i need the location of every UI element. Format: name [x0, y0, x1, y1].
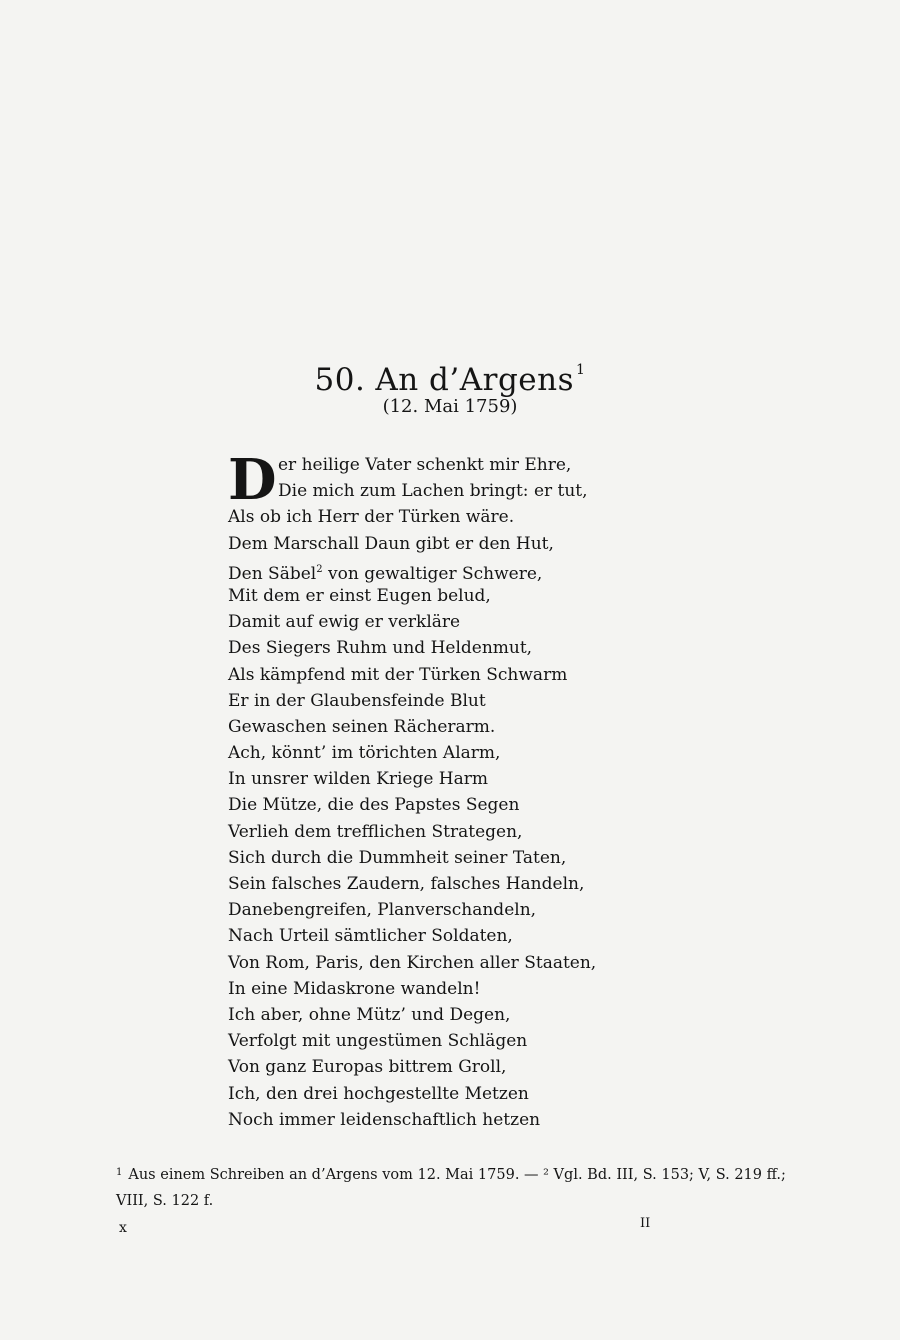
- poem-title-text: An d’Argens: [375, 362, 575, 398]
- signature-mark-left: x: [119, 1220, 127, 1236]
- poem-line: Sein falsches Zaudern, falsches Handeln,: [228, 874, 585, 894]
- poem-line: Von Rom, Paris, den Kirchen aller Staaten,: [228, 952, 597, 973]
- poem-line: Damit auf ewig er verkläre: [228, 612, 461, 633]
- poem-line: Sich durch die Dummheit seiner Taten,: [228, 847, 567, 868]
- signature-mark-right: II: [640, 1216, 651, 1231]
- poem-line: In eine Midaskrone wandeln!: [228, 978, 481, 999]
- poem-line: Noch immer leidenschaftlich hetzen: [228, 1109, 541, 1130]
- poem-line: Die mich zum Lachen bringt: er tut,: [278, 481, 588, 502]
- poem-title: [0, 352, 900, 398]
- footnote-ref-2: 2: [316, 563, 323, 575]
- drop-cap: D: [228, 447, 277, 513]
- poem-line: Danebengreifen, Planverschandeln,: [228, 900, 537, 921]
- poem-line: [228, 557, 648, 583]
- poem-line-rest: von gewaltiger Schwere,: [322, 563, 543, 584]
- poem-line: Mit dem er einst Eugen belud,: [228, 585, 491, 606]
- poem-date: (12. Mai 1759): [382, 396, 518, 417]
- poem-line: Ach, könnt’ im törichten Alarm,: [228, 743, 501, 764]
- poem-line: Verfolgt mit ungestümen Schlägen: [228, 1031, 528, 1052]
- poem-line: Als kämpfend mit der Türken Schwarm: [228, 664, 568, 685]
- footnote: [116, 1160, 796, 1214]
- poem-line: Ich aber, ohne Mütz’ und Degen,: [228, 1004, 511, 1025]
- poem-line: Nach Urteil sämtlicher Soldaten,: [228, 926, 513, 947]
- poem-number: 50.: [314, 362, 366, 398]
- poem-line: er heilige Vater schenkt mir Ehre,: [278, 455, 572, 475]
- poem-line: Als ob ich Herr der Türken wäre.: [228, 507, 515, 528]
- poem-line: Gewaschen seinen Rächerarm.: [228, 716, 496, 737]
- poem-line: Des Siegers Ruhm und Heldenmut,: [228, 638, 533, 659]
- poem-line: Ich, den drei hochgestellte Metzen: [228, 1083, 529, 1104]
- poem-line-start: Den Säbel: [228, 563, 317, 584]
- poem-line: Er in der Glaubensfeinde Blut: [228, 690, 486, 711]
- poem-line: Verlieh dem trefflichen Strategen,: [228, 821, 523, 842]
- poem-line: Die Mütze, die des Papstes Segen: [228, 795, 520, 816]
- poem-body: [228, 447, 648, 1133]
- footnote-text: Aus einem Schreiben an d’Argens vom 12. Mai 1759. — ² Vgl. Bd. III, S. 153; V, S. 219 ff.; VIII, S. 122 f.: [116, 1167, 786, 1209]
- poem-line: Dem Marschall Daun gibt er den Hut,: [228, 533, 554, 554]
- title-footnote-mark: 1: [576, 362, 586, 378]
- poem-line: Von ganz Europas bittrem Groll,: [228, 1057, 507, 1078]
- footnote-mark: 1: [116, 1167, 123, 1178]
- poem-line: In unsrer wilden Kriege Harm: [228, 769, 489, 790]
